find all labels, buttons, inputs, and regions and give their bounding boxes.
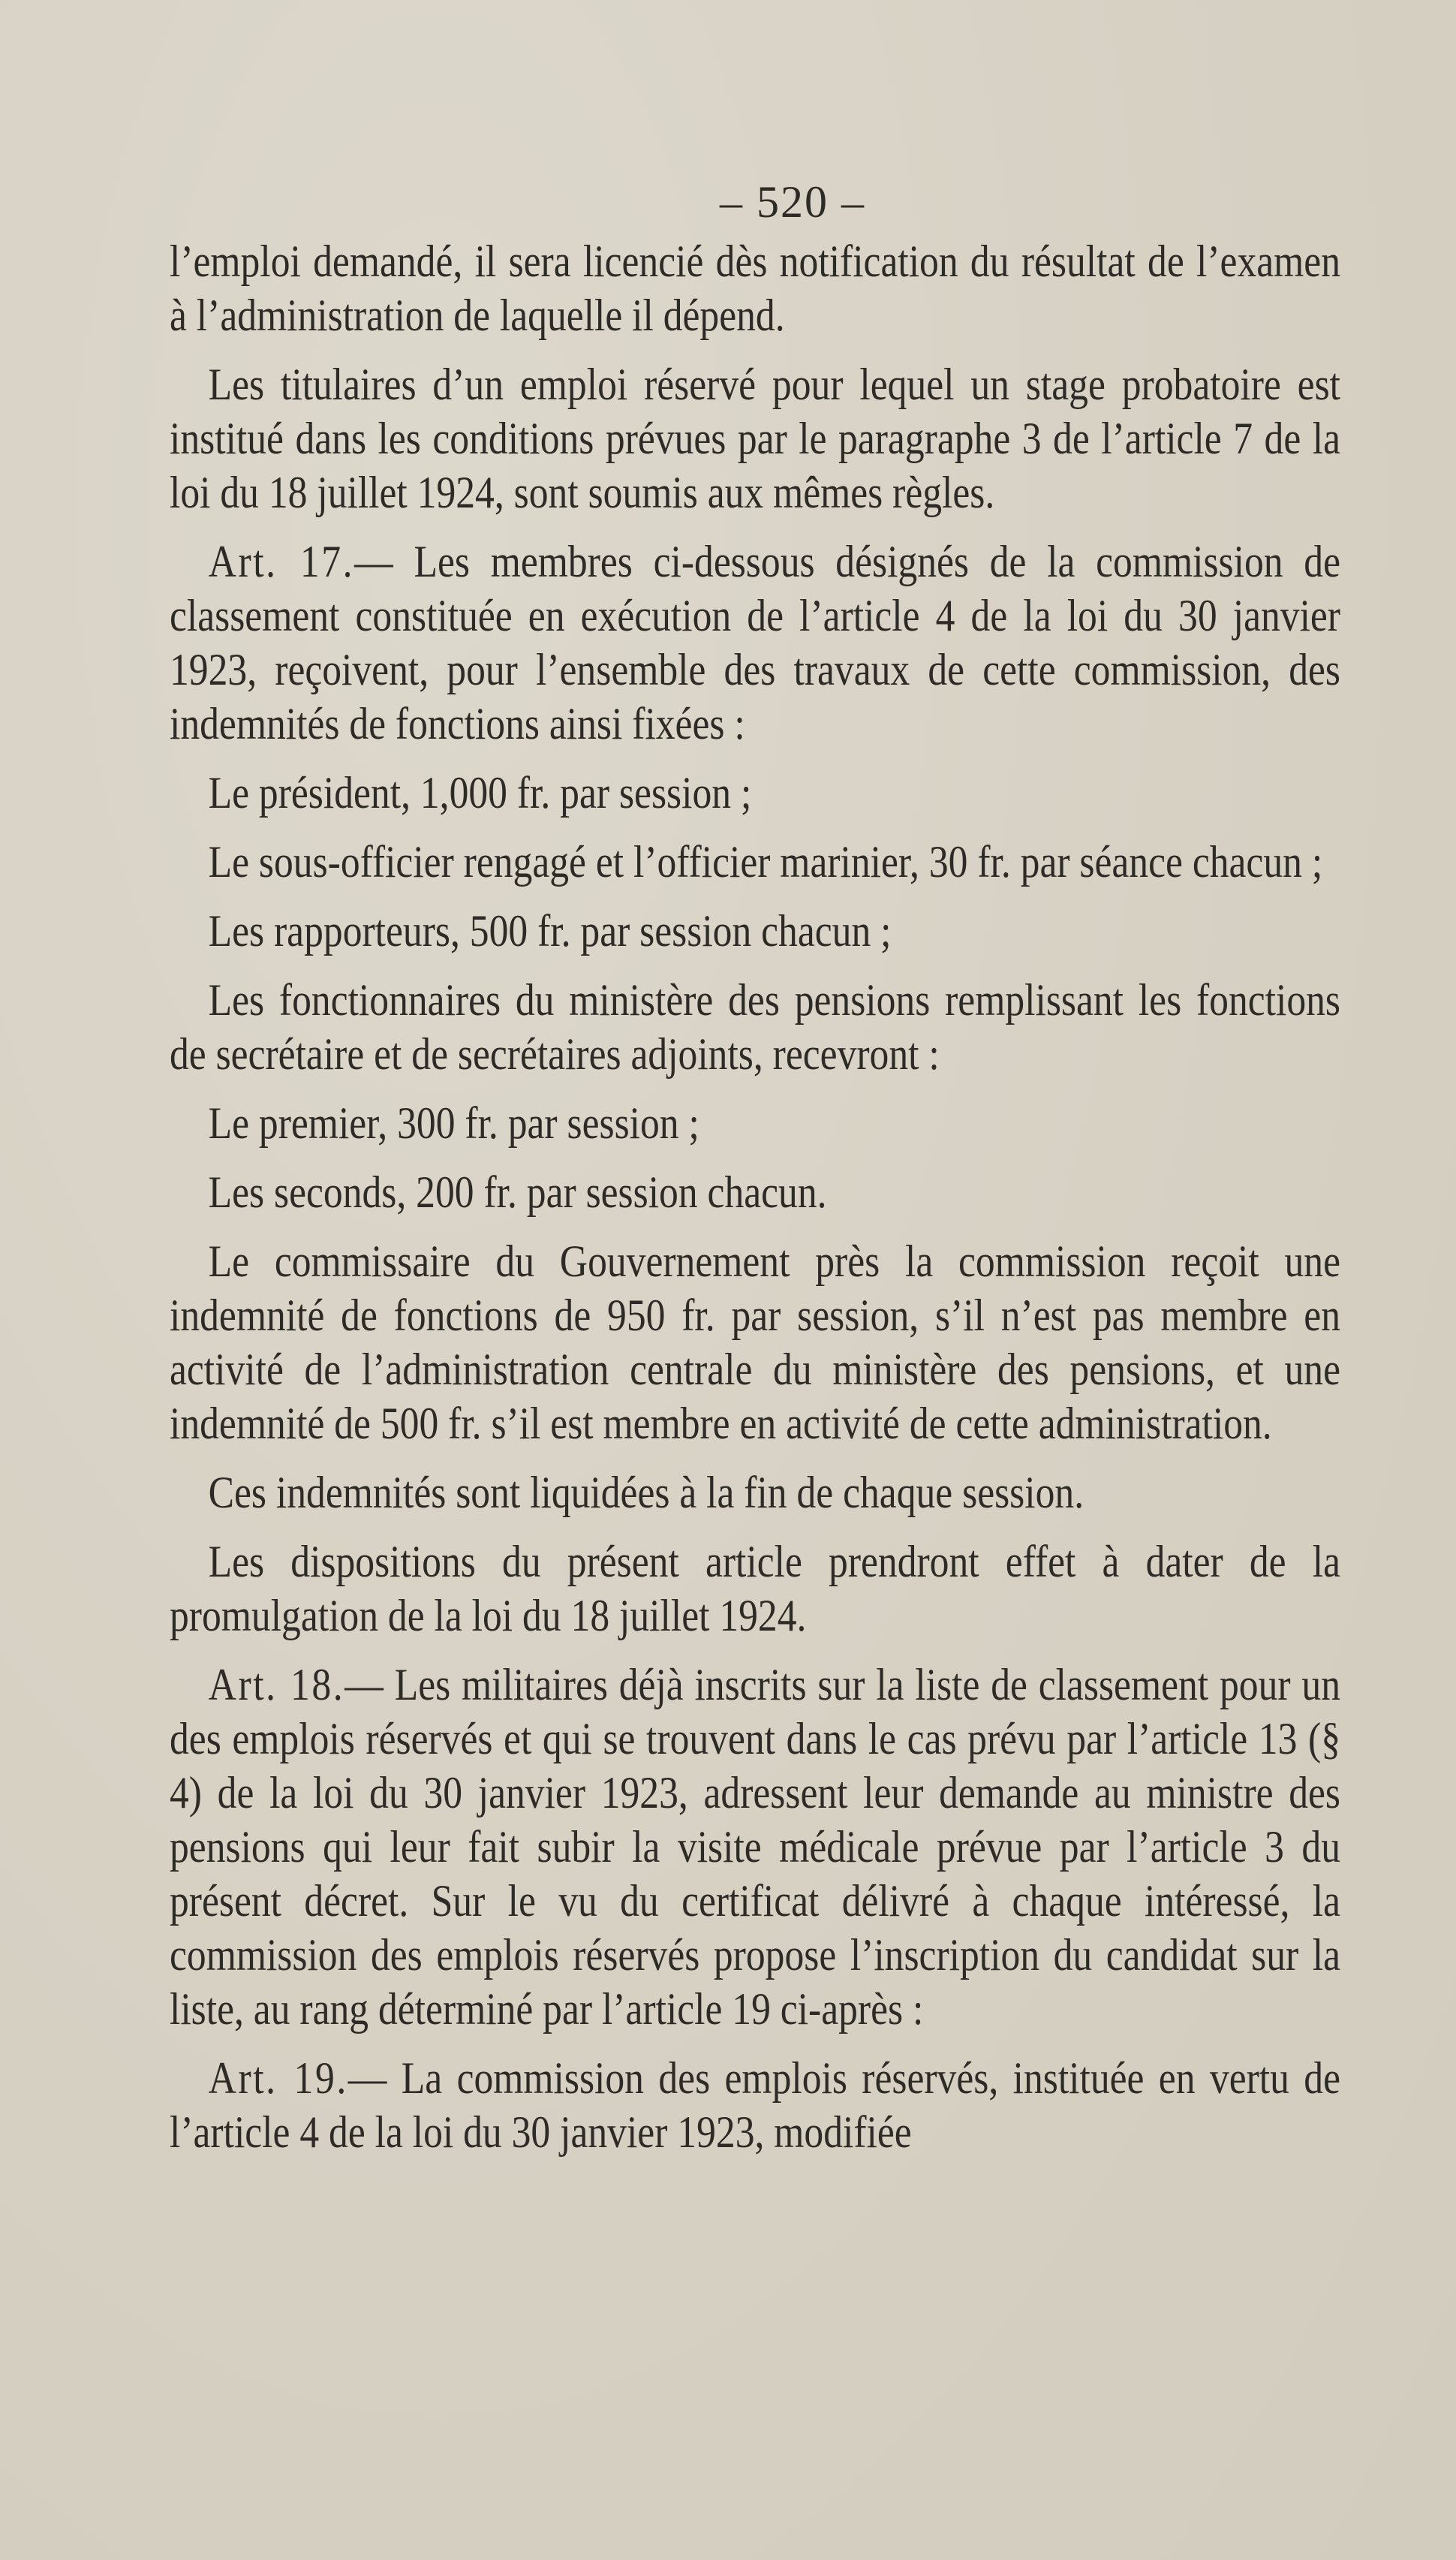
paragraph-liquidees (170, 1465, 1340, 1519)
page-number: – 520 – (720, 177, 865, 227)
document-page (170, 174, 1340, 2174)
paragraph-premier (170, 1096, 1340, 1150)
paragraph-text: Les titulaires d’un emploi réservé pour lequel un stage probatoire est institué dans les conditions prévues par le paragraphe 3 de l’article 7 de la loi du 18 juillet 1924, sont soumis aux mêmes règles. (170, 360, 1340, 517)
paragraph-text: Le sous-officier rengagé et l’officier marinier, 30 fr. par séance chacun ; (208, 837, 1323, 887)
paragraph-seconds (170, 1165, 1340, 1219)
paragraph-sous-officier (170, 835, 1340, 889)
paragraph-president (170, 766, 1340, 820)
paragraph-article-19 (170, 2051, 1340, 2159)
paragraph-rapporteurs (170, 904, 1340, 958)
article-label: Art. 18. (208, 1660, 345, 1709)
paragraph-text: Le premier, 300 fr. par session ; (208, 1098, 699, 1148)
paragraph-article-17 (170, 535, 1340, 751)
paragraph-fonctionnaires (170, 973, 1340, 1081)
paragraph-text: Le président, 1,000 fr. par session ; (208, 768, 752, 818)
paragraph-commissaire (170, 1234, 1340, 1450)
paragraph-text: — Les membres ci-dessous désignés de la commission de classement constituée en exécution de l’article 4 de la loi du 30 janvier 1923, reçoivent, pour l’ensemble des travaux de cette commission, des indemnités de fonctions ainsi fixées : (170, 537, 1340, 748)
paragraph-text: Les dispositions du présent article prendront effet à dater de la promulgation de la loi du 18 juillet 1924. (170, 1537, 1340, 1640)
paragraph-text: Les fonctionnaires du ministère des pensions remplissant les fonctions de secrétaire et de secrétaires adjoints, recevront : (170, 975, 1340, 1079)
paragraph-text: Le commissaire du Gouvernement près la commission reçoit une indemnité de fonctions de 950 fr. par session, s’il n’est pas membre en activité de l’administration centrale du ministère des pensions, et une indemnité de 500 fr. s’il est membre en activité de cette administration. (170, 1236, 1340, 1448)
article-label: Art. 17. (208, 537, 355, 586)
paragraph-text: — Les militaires déjà inscrits sur la liste de classement pour un des emplois réservés et qui se trouvent dans le cas prévu par l’article 13 (§ 4) de la loi du 30 janvier 1923, adressent leur demande au ministre des pensions qui leur fait subir la visite médicale prévue par l’article 3 du présent décret. Sur le vu du certificat délivré à chaque intéressé, la commission des emplois réservés propose l’inscription du candidat sur la liste, au rang déterminé par l’article 19 ci-après : (170, 1660, 1340, 2034)
paragraph-continuation (170, 234, 1340, 342)
paragraph-text: Les rapporteurs, 500 fr. par session chacun ; (208, 906, 892, 956)
paragraph-text: Ces indemnités sont liquidées à la fin de chaque session. (208, 1468, 1084, 1517)
paragraph-text: Les seconds, 200 fr. par session chacun. (208, 1167, 827, 1217)
paragraph-text: l’emploi demandé, il sera licencié dès notification du résultat de l’examen à l’administration de laquelle il dépend. (170, 236, 1340, 340)
paragraph-dispositions (170, 1534, 1340, 1643)
paragraph-text: — La commission des emplois réservés, instituée en vertu de l’article 4 de la loi du 30 janvier 1923, modifiée (170, 2053, 1340, 2157)
paragraph-article-18 (170, 1658, 1340, 2036)
paragraph-stage-probatoire (170, 357, 1340, 520)
article-label: Art. 19. (208, 2053, 348, 2103)
